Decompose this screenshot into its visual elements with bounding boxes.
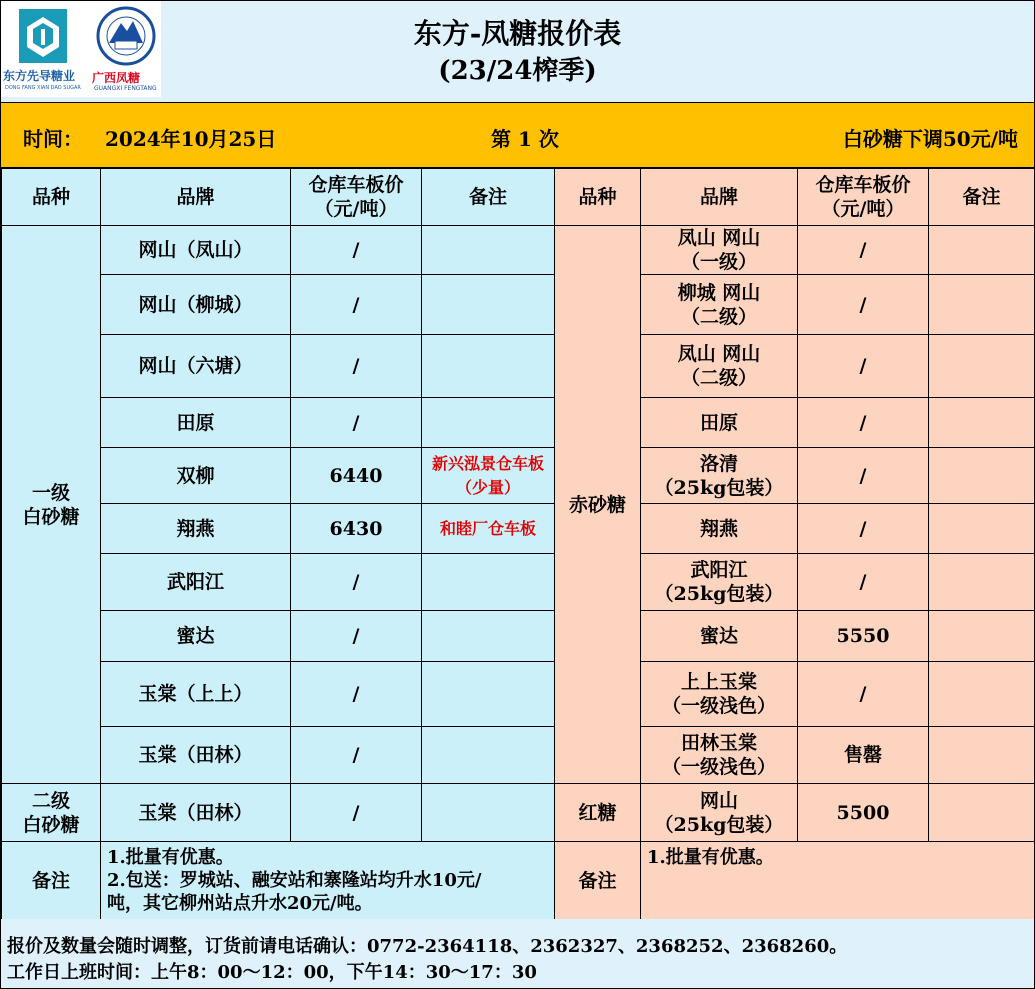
left-remark (422, 398, 555, 448)
table-row (2, 662, 1035, 727)
left-price: / (291, 398, 422, 448)
time-label: 时间： (23, 127, 83, 151)
group-white-sugar-1 (2, 226, 101, 784)
left-remark-l1: 新兴泓景仓车板 (431, 453, 544, 473)
right-price: 售罄 (798, 727, 929, 784)
right-brand: 田原 (641, 398, 798, 448)
right-brand (641, 226, 798, 275)
left-note-label: 备注 (2, 842, 101, 920)
left-remark (422, 662, 555, 727)
table-row (2, 226, 1035, 275)
right-brand-l1: 田林玉棠 (680, 732, 757, 754)
left-price: / (291, 226, 422, 275)
right-brand-l1: 上上玉棠 (680, 671, 757, 693)
right-brand-l2: （一级） (680, 251, 757, 273)
notes-row (2, 842, 1035, 920)
left-brand: 网山（凤山） (101, 226, 291, 275)
left-remark (422, 784, 555, 842)
table-header-row (2, 169, 1035, 226)
right-brand-l2: （一级浅色） (661, 756, 776, 778)
right-remark (929, 226, 1035, 275)
right-brand-l1: 武阳江 (690, 559, 748, 581)
right-brand: 蜜达 (641, 611, 798, 662)
left-brand: 网山（六塘） (101, 335, 291, 398)
col-brand: 品牌 (101, 169, 291, 226)
left-note-line: 吨，其它柳州站点升水20元/吨。 (107, 893, 373, 914)
logo2-cn: 广西凤糖 (92, 71, 141, 85)
right-remark (929, 784, 1035, 842)
table-row (2, 335, 1035, 398)
footer-contact: 报价及数量会随时调整，订货前请电话确认：0772-2364118、2362327、2368252、2368260。 (7, 936, 848, 957)
left-remark (422, 335, 555, 398)
info-bar (1, 103, 1034, 168)
right-price: / (798, 504, 929, 554)
left-remark (422, 611, 555, 662)
right-remark (929, 662, 1035, 727)
col-price-r-l2: （元/吨） (821, 198, 905, 220)
table-row (2, 727, 1035, 784)
right-remark (929, 727, 1035, 784)
table-row (2, 448, 1035, 504)
group-brown-sugar: 赤砂糖 (555, 226, 641, 784)
col-price-r-l1: 仓库车板价 (815, 174, 911, 196)
right-brand-l1: 洛清 (699, 452, 738, 475)
right-brand (641, 554, 798, 611)
right-note-label: 备注 (555, 842, 641, 920)
left-note-line: 1.批量有优惠。 (107, 847, 234, 868)
left-brand: 翔燕 (101, 504, 291, 554)
right-brand (641, 727, 798, 784)
right-price: 5500 (798, 784, 929, 842)
right-brand (641, 275, 798, 335)
col-variety: 品种 (2, 169, 101, 226)
col-remark-r: 备注 (929, 169, 1035, 226)
right-brand-l2: （一级浅色） (661, 695, 776, 717)
table-row (2, 504, 1035, 554)
right-notes (641, 842, 1035, 920)
left-price: 6440 (291, 448, 422, 504)
quote-date: 2024年10月25日 (105, 127, 277, 151)
left-price: / (291, 662, 422, 727)
right-remark (929, 611, 1035, 662)
table-row (2, 784, 1035, 842)
logo2-en: GUANGXI FENGTANG (94, 85, 157, 92)
col-remark: 备注 (422, 169, 555, 226)
col-brand-r: 品牌 (641, 169, 798, 226)
right-brand-l2: （25kg包装） (654, 476, 784, 499)
left-price: / (291, 554, 422, 611)
left-brand: 网山（柳城） (101, 275, 291, 335)
left-remark (422, 554, 555, 611)
right-price: / (798, 335, 929, 398)
logo1-cn: 东方先导糖业 (3, 69, 76, 83)
footer-hours: 工作日上班时间：上午8：00～12：00，下午14：30～17：30 (7, 962, 537, 983)
table-row (2, 398, 1035, 448)
quote-round: 第 1 次 (491, 127, 559, 151)
right-brand-l1: 柳城 网山 (677, 281, 761, 304)
left-price: / (291, 335, 422, 398)
left-price: / (291, 611, 422, 662)
left-price: 6430 (291, 504, 422, 554)
left-remark (422, 727, 555, 784)
left-brand: 双柳 (101, 448, 291, 504)
col-price-l1: 仓库车板价 (308, 174, 404, 196)
price-table (1, 168, 1035, 920)
right-brand-l1: 凤山 网山 (677, 227, 761, 249)
left-brand: 田原 (101, 398, 291, 448)
page-subtitle: (23/24榨季) (438, 56, 597, 86)
right-brand-l1: 网山 (699, 789, 738, 812)
right-brand-l2: （二级） (680, 367, 757, 389)
right-price: / (798, 662, 929, 727)
col-variety-r: 品种 (555, 169, 641, 226)
table-row (2, 554, 1035, 611)
left-price: / (291, 784, 422, 842)
right-remark (929, 275, 1035, 335)
right-brand-l2: （二级） (680, 305, 757, 328)
sheet-header (1, 1, 1034, 103)
left-remark (422, 448, 555, 504)
right-price: 5550 (798, 611, 929, 662)
col-price-l2: （元/吨） (314, 198, 398, 220)
left-brand: 玉棠（田林） (101, 784, 291, 842)
right-brand-l2: （25kg包装） (654, 583, 784, 605)
group1-l1: 一级 (31, 481, 70, 504)
right-price: / (798, 554, 929, 611)
col-price (291, 169, 422, 226)
page-title: 东方-凤糖报价表 (413, 17, 622, 50)
group-red-sugar: 红糖 (555, 784, 641, 842)
right-price: / (798, 448, 929, 504)
right-remark (929, 554, 1035, 611)
right-brand (641, 784, 798, 842)
logo1-en: DONG FANG XIAN DAO SUGAR (5, 85, 81, 91)
left-remark: 和睦厂仓车板 (422, 504, 555, 554)
left-remark (422, 226, 555, 275)
col-price-r (798, 169, 929, 226)
right-brand-l2: （25kg包装） (654, 813, 784, 836)
right-brand (641, 662, 798, 727)
right-price: / (798, 226, 929, 275)
left-notes (101, 842, 555, 920)
left-note-line: 2.包送：罗城站、融安站和寨隆站均升水10元/ (107, 870, 482, 891)
right-remark (929, 398, 1035, 448)
price-notice: 白砂糖下调50元/吨 (842, 127, 1018, 151)
left-brand: 蜜达 (101, 611, 291, 662)
right-remark (929, 448, 1035, 504)
right-remark (929, 504, 1035, 554)
left-brand: 玉棠（上上） (101, 662, 291, 727)
right-note-line: 1.批量有优惠。 (647, 847, 774, 868)
group1-l2: 白砂糖 (22, 505, 80, 528)
table-row (2, 611, 1035, 662)
right-brand (641, 448, 798, 504)
left-remark (422, 275, 555, 335)
right-price: / (798, 398, 929, 448)
right-brand-l1: 凤山 网山 (677, 343, 761, 365)
right-brand (641, 335, 798, 398)
left-remark-l2: （少量） (455, 477, 520, 497)
left-price: / (291, 275, 422, 335)
group-white-sugar-2 (2, 784, 101, 842)
right-remark (929, 335, 1035, 398)
group2-l2: 白砂糖 (22, 813, 80, 836)
right-brand: 翔燕 (641, 504, 798, 554)
left-brand: 武阳江 (101, 554, 291, 611)
left-brand: 玉棠（田林） (101, 727, 291, 784)
group2-l1: 二级 (31, 789, 70, 812)
footer (1, 919, 1034, 988)
right-price: / (798, 275, 929, 335)
left-price: / (291, 727, 422, 784)
table-row (2, 275, 1035, 335)
